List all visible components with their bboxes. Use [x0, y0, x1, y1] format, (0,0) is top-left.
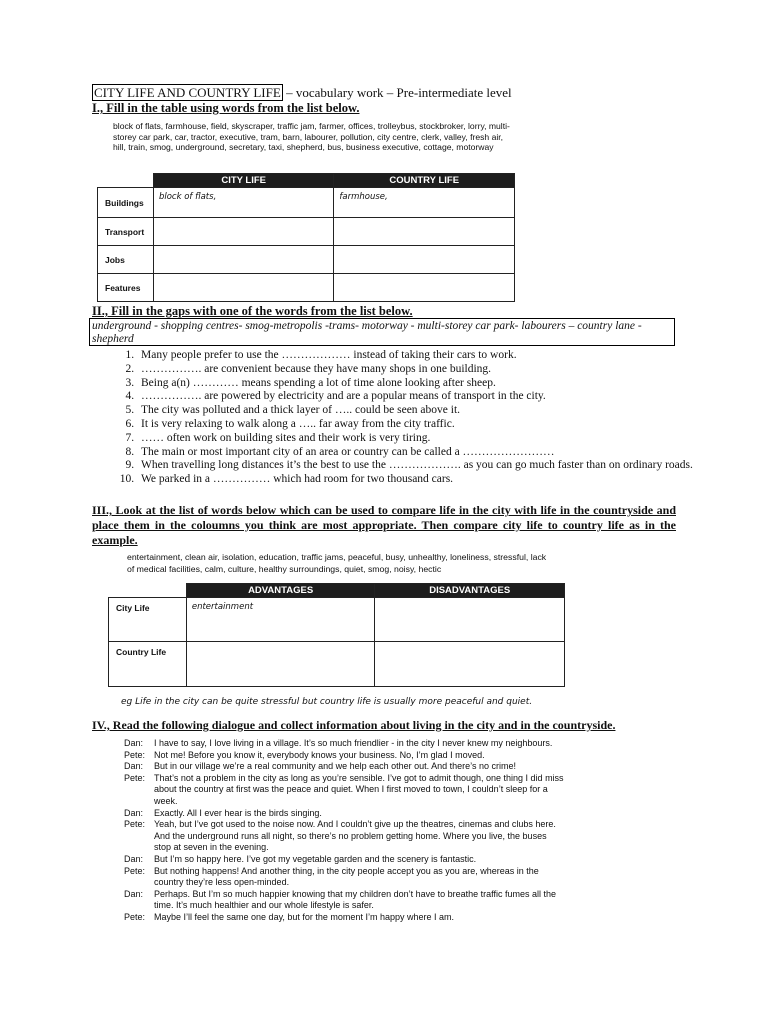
cell-city-advantages[interactable]: entertainment — [186, 598, 375, 642]
column-header-country-life: COUNTRY LIFE — [334, 174, 515, 188]
row-label-buildings: Buildings — [98, 188, 154, 218]
row-label-features: Features — [98, 274, 154, 302]
dialogue-line — [124, 773, 564, 808]
speaker: Pete: — [124, 749, 146, 760]
column-header-city-life: CITY LIFE — [153, 174, 333, 188]
line-text: Not me! Before you know it, everybody knows your business. No, I’m glad I moved. — [154, 749, 485, 760]
list-item: 6. It is very relaxing to walk along a ….. far away from the city traffic. — [137, 418, 712, 432]
line-text: Exactly. All I ever hear is the birds singing. — [154, 807, 322, 818]
column-header-disadvantages: DISADVANTAGES — [375, 584, 565, 598]
list-item: 3. Being a(n) ………… means spending a lot of time alone looking after sheep. — [137, 377, 712, 391]
dialogue-line — [124, 889, 564, 912]
speaker: Dan: — [124, 888, 144, 899]
line-text: Maybe I’ll feel the same one day, but for the moment I’m happy where I am. — [154, 911, 454, 922]
dialogue — [124, 738, 564, 924]
row-label-city-life: City Life — [109, 598, 187, 642]
cell-country-buildings[interactable]: farmhouse, — [334, 188, 515, 218]
speaker: Dan: — [124, 807, 144, 818]
table-row — [109, 598, 565, 642]
table-corner — [109, 584, 187, 598]
list-item: 1. Many people prefer to use the ……………… instead of taking their cars to work. — [137, 349, 712, 363]
line-text: I have to say, I love living in a village. It’s so much friendlier - in the city I never knew my neighbours. — [154, 738, 553, 748]
speaker: Dan: — [124, 761, 144, 772]
dialogue-line — [124, 866, 564, 889]
speaker: Pete: — [124, 911, 146, 922]
cell-country-transport[interactable] — [334, 218, 515, 246]
section-2-heading: II., Fill in the gaps with one of the words from the list below. — [92, 304, 413, 318]
cell-country-features[interactable] — [334, 274, 515, 302]
line-text: But in our village we’re a real community and we help each other out. And there’s no crime! — [154, 761, 517, 772]
line-text: Yeah, but I’ve got used to the noise now. And I couldn’t give up the theatres, cinemas and clubs here. And the underground runs all night, so there’s no problem getting home. Where you live, the buses stop at seven in the evening. — [154, 819, 556, 853]
dialogue-line — [124, 808, 564, 820]
cell-country-disadvantages[interactable] — [375, 642, 565, 687]
line-text: That’s not a problem in the city as long as you’re sensible. I’ve got to admit though, one thing I did miss about the country at first was the peace and quiet. When I first moved to town, I couldn’t sleep for a week. — [154, 772, 564, 806]
speaker: Dan: — [124, 738, 144, 748]
table-row — [98, 274, 515, 302]
table-corner — [98, 174, 154, 188]
dialogue-line — [124, 750, 564, 762]
line-text: But nothing happens! And another thing, in the city people accept you as you are, whereas in the country they’re less open-minded. — [154, 865, 539, 888]
list-item: 9. When travelling long distances it’s the best to use the ………………. as you can go much faster than on ordinary roads. — [137, 459, 712, 473]
advantages-table — [108, 583, 565, 687]
section-1-heading: I., Fill in the table using words from the list below. — [92, 101, 360, 115]
city-country-table — [97, 173, 515, 302]
cell-country-advantages[interactable] — [186, 642, 375, 687]
row-label-jobs: Jobs — [98, 246, 154, 274]
section-3-word-list: entertainment, clean air, isolation, education, traffic jams, peaceful, busy, unhealthy, loneliness, stressful, lack of medical facilities, calm, culture, healthy surroundings, quiet, smog, noisy, hectic — [127, 552, 547, 574]
gap-fill-list — [112, 349, 712, 487]
table-row — [98, 188, 515, 218]
section-1-word-list: block of flats, farmhouse, field, skyscraper, traffic jam, farmer, offices, trolleybus, stockbroker, lorry, multi-storey car park, car, tractor, executive, tram, barn, labourer, pollution, city centre, clerk, valley, fresh air, hill, train, smog, underground, secretary, taxi, shepherd, bus, business executive, cottage, motorway — [113, 121, 510, 152]
list-item: 5. The city was polluted and a thick layer of ….. could be seen above it. — [137, 404, 712, 418]
section-3-heading: III., Look at the list of words below which can be used to compare life in the city with life in the countryside and place them in the coloumns you think are most appropriate. Then compare city life to country life as in the example. — [92, 503, 676, 547]
row-label-country-life: Country Life — [109, 642, 187, 687]
speaker: Pete: — [124, 865, 146, 876]
cell-city-jobs[interactable] — [153, 246, 333, 274]
list-item: 4. ……………. are powered by electricity and are a popular means of transport in the city. — [137, 390, 712, 404]
dialogue-line — [124, 761, 564, 773]
dialogue-line — [124, 819, 564, 854]
section-4-heading: IV., Read the following dialogue and collect information about living in the city and in the countryside. — [92, 718, 616, 732]
dialogue-line — [124, 912, 564, 924]
section-2-word-list: underground - shopping centres- smog-metropolis -trams- motorway - multi-storey car park- labourers – country lane - shepherd — [89, 318, 675, 346]
table-row — [98, 218, 515, 246]
table-row — [109, 642, 565, 687]
speaker: Pete: — [124, 819, 146, 830]
dialogue-line — [124, 738, 564, 750]
table-row — [98, 246, 515, 274]
column-header-advantages: ADVANTAGES — [186, 584, 375, 598]
line-text: But I’m so happy here. I’ve got my vegetable garden and the scenery is fantastic. — [154, 853, 477, 864]
dialogue-line — [124, 854, 564, 866]
cell-city-buildings[interactable]: block of flats, — [153, 188, 333, 218]
cell-city-disadvantages[interactable] — [375, 598, 565, 642]
line-text: Perhaps. But I’m so much happier knowing that my children don’t have to breathe traffic fumes all the time. It’s much healthier and our whole lifestyle is safer. — [154, 888, 557, 911]
cell-city-features[interactable] — [153, 274, 333, 302]
cell-country-jobs[interactable] — [334, 246, 515, 274]
list-item: 7. …… often work on building sites and their work is very tiring. — [137, 432, 712, 446]
example-sentence: eg Life in the city can be quite stressful but country life is usually more peaceful and quiet. — [121, 697, 533, 707]
title-subtitle: – vocabulary work – Pre-intermediate level — [282, 85, 512, 100]
list-item: 10. We parked in a …………… which had room for two thousand cars. — [137, 473, 712, 487]
cell-city-transport[interactable] — [153, 218, 333, 246]
list-item: 8. The main or most important city of an area or country can be called a …………………… — [137, 446, 712, 460]
worksheet-title — [92, 85, 512, 101]
list-item: 2. ……………. are convenient because they have many shops in one building. — [137, 363, 712, 377]
speaker: Pete: — [124, 772, 146, 783]
speaker: Dan: — [124, 853, 144, 864]
row-label-transport: Transport — [98, 218, 154, 246]
title-boxed: CITY LIFE AND COUNTRY LIFE — [94, 85, 281, 100]
